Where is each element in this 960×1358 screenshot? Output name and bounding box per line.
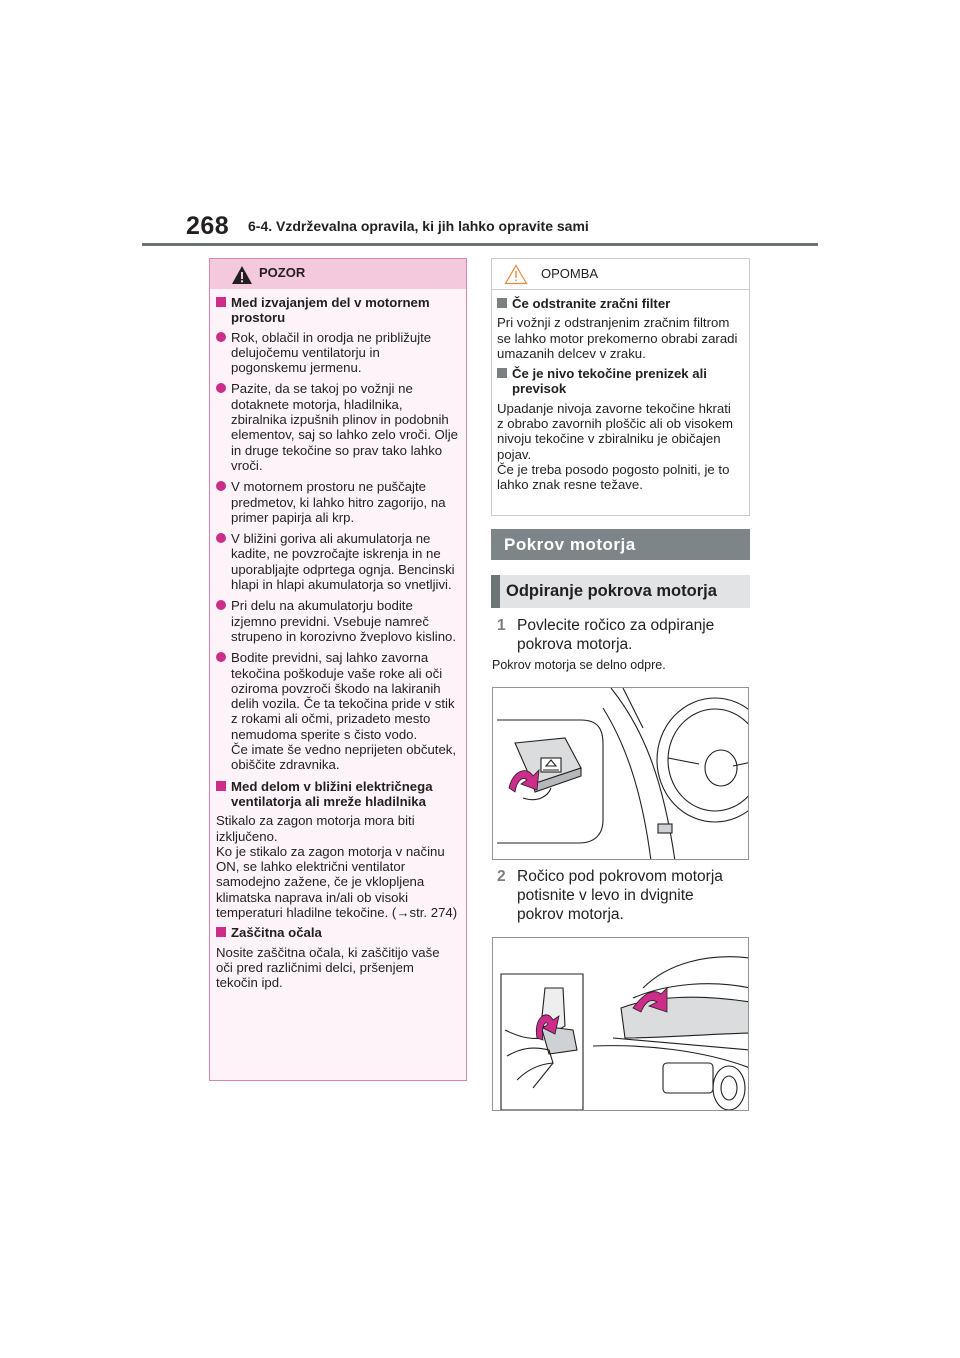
note-box bbox=[491, 258, 750, 516]
illustration-hood-latch bbox=[492, 937, 749, 1111]
note-heading-fluid-level: Če je nivo tekočine prenizek ali previsok bbox=[497, 366, 741, 397]
section-header-title: 6-4. Vzdrževalna opravila, ki jih lahko opravite sami bbox=[248, 218, 589, 234]
step-1 bbox=[497, 616, 737, 654]
subsection-title: Odpiranje pokrova motorja bbox=[491, 575, 750, 608]
caution-heading-electric-fan: Med delom v bližini električnega ventilatorja ali mreže hladilnika bbox=[216, 779, 458, 810]
caution-bullet: Pazite, da se takoj po vožnji ne dotaknete motorja, hladilnika, zbiralnika izpušnih plinov in podobnih elementov, saj so lahko zelo vroči. Olje in druge tekočine so prav tako lahko vroči. bbox=[216, 381, 458, 473]
warning-triangle-icon bbox=[231, 265, 253, 285]
caution-label: POZOR bbox=[259, 265, 306, 280]
header-rule bbox=[142, 243, 818, 246]
step-2 bbox=[497, 867, 737, 924]
step-text: Povlecite ročico za odpiranje pokrova motorja. bbox=[517, 617, 715, 653]
notice-triangle-icon bbox=[504, 264, 528, 285]
caution-bullet: V motornem prostoru ne puščajte predmetov, ki lahko hitro zagorijo, na primer papirja ali krp. bbox=[216, 479, 458, 525]
note-heading-air-filter: Če odstranite zračni filter bbox=[497, 296, 741, 311]
step-1-note: Pokrov motorja se delno odpre. bbox=[492, 658, 666, 672]
illustration-hood-release-lever bbox=[492, 687, 749, 860]
note-text-air-filter: Pri vožnji z odstranjenim zračnim filtrom se lahko motor prekomerno obrabi zaradi umazanih delcev v zraku. bbox=[497, 315, 738, 361]
caution-text-electric-fan: Stikalo za zagon motorja mora biti izključeno. Ko je stikalo za zagon motorja v načinu ON, se lahko električni ventilator samodejno zažene, če je vklopljena klimatska naprava in/ali ob visoki temperaturi hladilne tekočine. (→str. 274) bbox=[216, 813, 458, 920]
caution-heading-engine-compartment: Med izvajanjem del v motornem prostoru bbox=[216, 295, 458, 326]
page-number: 268 bbox=[186, 212, 230, 240]
step-number: 2 bbox=[497, 868, 506, 885]
step-text: Ročico pod pokrovom motorja potisnite v levo in dvignite pokrov motorja. bbox=[517, 868, 723, 923]
caution-text-safety-glasses: Nosite zaščitna očala, ki zaščitijo vaše oči pred različnimi delci, pršenjem tekočin ipd. bbox=[216, 944, 440, 991]
hood-release-drawing bbox=[493, 688, 749, 860]
caution-heading-safety-glasses: Zaščitna očala bbox=[216, 925, 458, 940]
note-header bbox=[492, 259, 749, 290]
note-text-fluid-level: Upadanje nivoja zavorne tekočine hkrati z obrabo zavornih ploščic ali ob visokem nivoju tekočine v zbiralniku je običajen pojav. Če je treba posodo pogosto polniti, je to lahko znak resne težave. bbox=[497, 400, 734, 493]
section-title: Pokrov motorja bbox=[491, 529, 750, 560]
caution-bullet: Rok, oblačil in orodja ne približujte delujočemu ventilatorju in pogonskemu jermenu. bbox=[216, 330, 458, 376]
caution-bullet: Pri delu na akumulatorju bodite izjemno previdni. Vsebuje namreč strupeno in korozivno žveplovo kislino. bbox=[216, 598, 458, 644]
caution-bullet: V bližini goriva ali akumulatorja ne kadite, ne povzročajte iskrenja in ne uporabljajte odprtega ognja. Bencinski hlapi in hlapi akumulatorja so vnetljivi. bbox=[216, 531, 458, 592]
hood-latch-drawing bbox=[493, 938, 749, 1111]
step-number: 1 bbox=[497, 617, 506, 634]
note-label: OPOMBA bbox=[541, 266, 599, 281]
caution-box bbox=[209, 258, 467, 1081]
caution-bullet: Bodite previdni, saj lahko zavorna tekočina poškoduje vaše roke ali oči oziroma povzroči škodo na lakiranih delih vozila. Če ta tekočina pride v stik z rokami ali očmi, prizadeto mesto nemudoma sperite s čisto vodo. Če imate še vedno neprijeten občutek, obiščite zdravnika. bbox=[216, 650, 458, 772]
caution-header bbox=[210, 259, 466, 289]
